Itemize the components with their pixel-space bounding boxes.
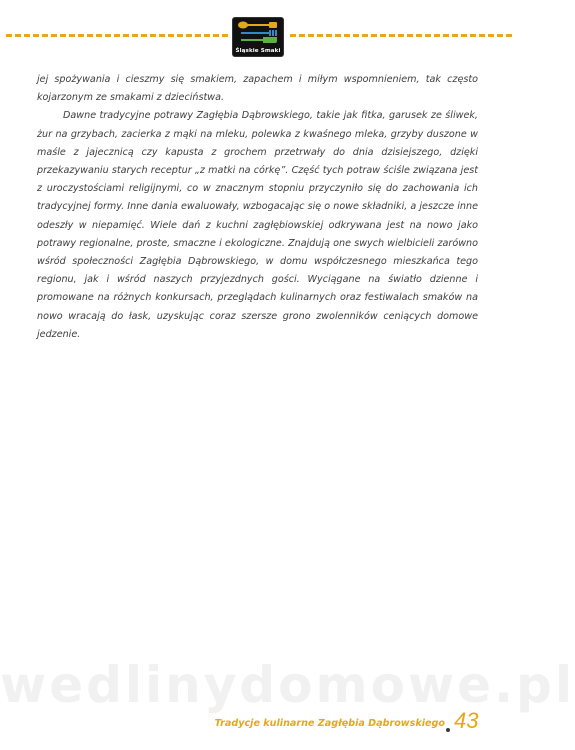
logo-text: Śląskie Smaki (235, 48, 281, 54)
paragraph: jej spożywania i cieszmy się smakiem, zapachem i miłym wspomnieniem, tak często kojarzonym ze smakami z dzieciństwa. (37, 74, 478, 104)
header-rule-right (290, 34, 512, 37)
page-number: 43 (454, 708, 479, 733)
watermark: wedlinydomowe.pl (0, 656, 575, 714)
fork-and-spoon-icon (233, 18, 283, 48)
paragraph: Dawne tradycyjne potrawy Zagłębia Dąbrowskiego, takie jak fitka, garusek ze śliwek, żur na grzybach, zacierka z mąki na mleku, polewka z kwaśnego mleka, grzyby duszone w maśle z jajecznicą czy kapusta z grochem przetrwały do dnia dzisiejszego, dzięki przekazywaniu starych receptur „z matki na córkę”. Część tych potraw ściśle związana jest z uroczystościami religijnymi, co w znacznym stopniu przyczyniło się do zachowania ich tradycyjnej formy. Inne dania ewaluowały, wzbogacając się o nowe składniki, a jeszcze inne odeszły w niepamięć. Wiele dań z kuchni zagłębiowskiej odkrywana jest na nowo jako potrawy regionalne, proste, smaczne i ekologiczne. Znajdują one swych wielbicieli zarówno wśród społeczności Zagłębia Dąbrowskiego, w domu współczesnego mieszkańca tego regionu, jak i wśród naszych przyjezdnych gości. Wyciągane na światło dzienne i promowane na różnych konkursach, przeglądach kulinarnych oraz festiwalach smaków na nowo wracają do łask, uzyskując coraz szersze grono zwolenników ceniących domowe jedzenie. (37, 110, 478, 340)
body-text (37, 71, 478, 344)
footer-title: Tradycje kulinarne Zagłębia Dąbrowskiego (214, 718, 445, 729)
footer-bullet (446, 728, 450, 732)
header-rule-left (6, 34, 228, 37)
slaskie-smaki-logo (233, 18, 283, 56)
